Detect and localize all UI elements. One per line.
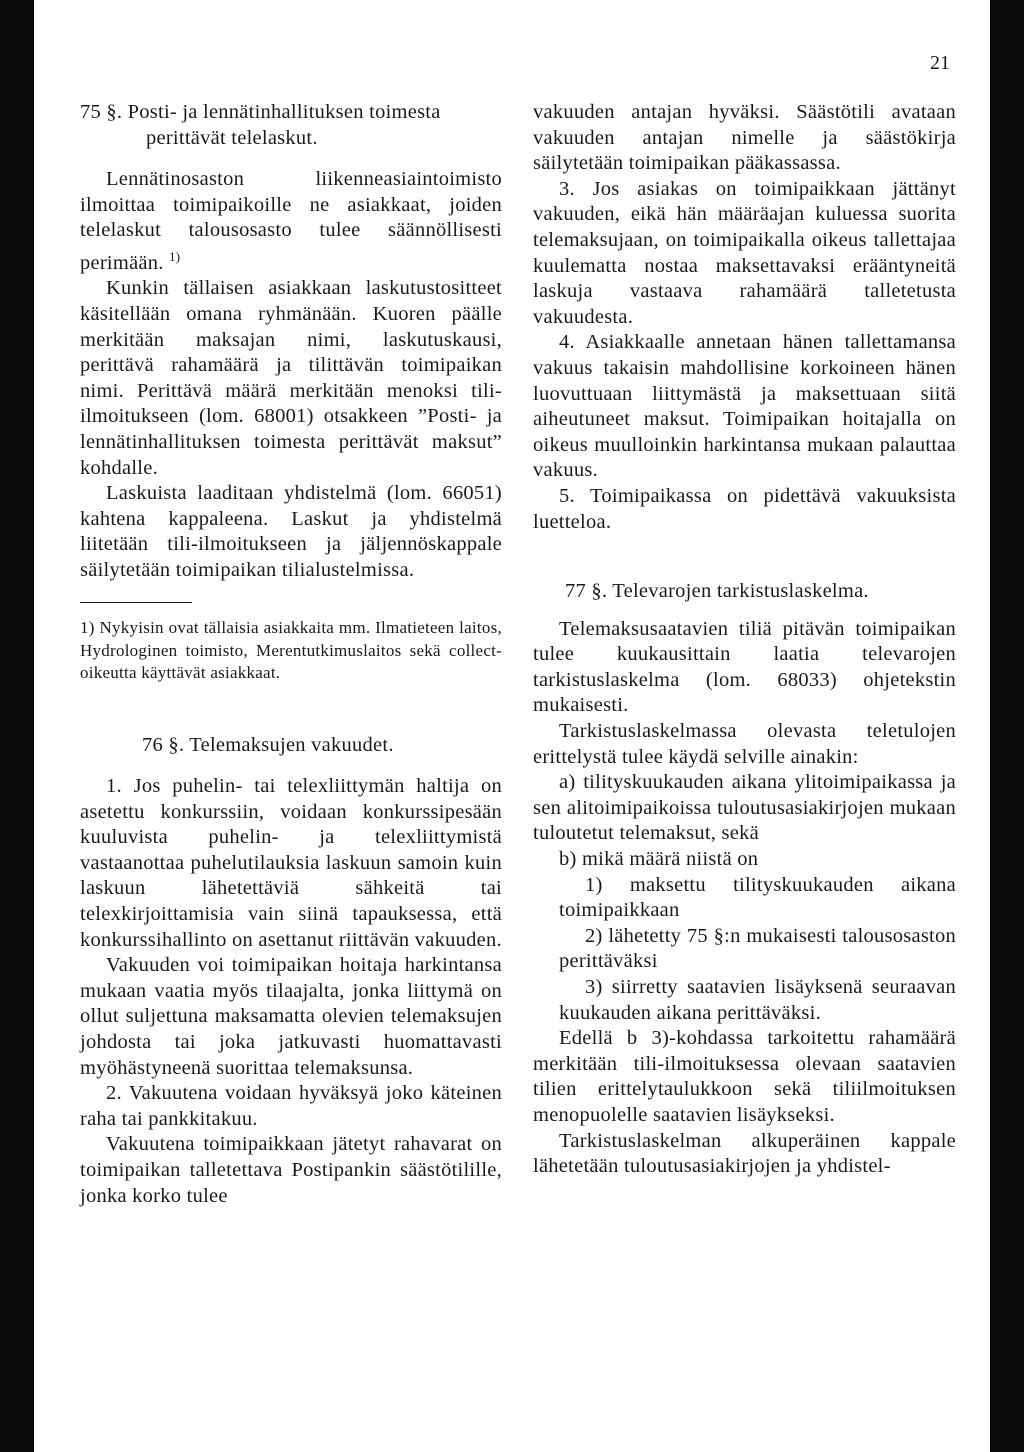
section-75-paragraph-1: Lennätinosaston liikenneasiaintoimisto ilmoittaa toimipaikoille ne asiakkaat, joiden telelaskut talousosasto tulee säännöllisesti perimään. $^{1)}$ — [80, 168, 502, 274]
section-77-paragraph-2: Tarkistuslaskelmassa olevasta teletulojen erittelystä tulee käydä selville ainakin: — [533, 720, 956, 768]
list-item-b1: 1) maksettu tilityskuukauden aikana toimipaikkaan — [559, 873, 956, 922]
section-76-point-4: 4. Asiakkaalle annetaan hänen tallettamansa vakuus takaisin mahdollisine korkoineen hänen luovuttuaan liittymästä ja maksettuaan siitä aiheutuneet maksut. Toimipaikan hoitajalla on oikeus muulloinkin harkintansa mukaan palauttaa vakuus. — [533, 331, 956, 482]
left-column — [80, 100, 502, 1209]
footnote-divider — [80, 602, 192, 604]
scan-border-left — [0, 0, 34, 1452]
section-75-title-line2: perittävät telelaskut. — [146, 126, 318, 149]
footnote-block — [80, 617, 502, 685]
section-76-paragraph-3: 2. Vakuutena voidaan hyväksyä joko käteinen raha tai pankkitakuu. — [80, 1082, 502, 1130]
section-77-paragraph-4: Tarkistuslaskelman alkuperäinen kappale lähetetään tuloutusasiakirjojen ja yhdistel- — [533, 1129, 956, 1178]
section-77-title: 77 §. Televarojen tarkistuslaskelma. — [565, 580, 869, 603]
list-item-b: b) mikä määrä niistä on — [559, 848, 759, 871]
continuation-paragraph: vakuuden antajan hyväksi. Säästötili avataan vakuuden antajan nimelle ja säästökirja säilytetään toimipaikan pääkassassa. — [533, 101, 956, 175]
section-76-title: 76 §. Telemaksujen vakuudet. — [142, 733, 394, 756]
page-number: 21 — [930, 52, 950, 74]
section-76-paragraph-1: 1. Jos puhelin- tai telexliittymän haltija on asetettu konkurssiin, voidaan konkurssipesään kuuluvista puhelin- ja telexliittymistä vastaanottaa puhelutilauksia laskuun samoin kuin laskuun lähetettäviä sähkeitä tai telexkirjoittamisia vain siinä tapauksessa, että konkurssihallinto on asettanut riittävän vakuuden. — [80, 775, 502, 951]
section-77-paragraph-1: Telemaksusaatavien tiliä pitävän toimipaikan tulee kuukausittain laatia televarojen tarkistuslaskelma (lom. 68033) ohjetekstin mukaisesti. — [533, 617, 956, 717]
section-77-paragraph-3: Edellä b 3)-kohdassa tarkoitettu rahamäärä merkitään tili-ilmoituksessa olevaan saatavien tilien erittelytaulukkoon sekä tiliilmoituksen menopuolelle saatavien lisäykseksi. — [533, 1027, 956, 1126]
footnote-text: 1) Nykyisin ovat tällaisia asiakkaita mm. Ilmatieteen laitos, Hydrologinen toimisto, Merentutkimuslaitos sekä collect-oikeutta käyttävät asiakkaat. — [80, 618, 502, 683]
list-item-a: a) tilityskuukauden aikana ylitoimipaikassa ja sen alitoimipaikoissa tuloutusasiakirjojen mukaan tuloutetut telemaksut, sekä — [533, 771, 956, 845]
section-75-title-line1: 75 §. Posti- ja lennätinhallituksen toimesta — [80, 101, 441, 123]
section-76-point-5: 5. Toimipaikassa on pidettävä vakuuksista luetteloa. — [533, 484, 956, 533]
section-75-paragraph-2: Kunkin tällaisen asiakkaan laskutustositteet käsitellään omana ryhmänään. Kuoren päälle merkitään maksajan nimi, laskutuskausi, perittävä rahamäärä ja tilittävän toimipaikan nimi. Perittävä määrä merkitään menoksi tili-ilmoitukseen (lom. 68001) otsakkeen ”Posti- ja lennätinhallituksen toimesta perittävät maksut” kohdalle. — [80, 277, 502, 479]
section-76-paragraph-4: Vakuutena toimipaikkaan jätetyt rahavarat on toimipaikan talletettava Postipankin säästötilille, jonka korko tulee — [80, 1133, 502, 1207]
section-75-paragraph-3: Laskuista laaditaan yhdistelmä (lom. 66051) kahtena kappaleena. Laskut ja yhdistelmä liitetään tili-ilmoitukseen ja jäljennöskappale säilytetään toimipaikan tilialustelmissa. — [80, 482, 502, 581]
scan-border-right — [990, 0, 1024, 1452]
section-76-paragraph-2: Vakuuden voi toimipaikan hoitaja harkintansa mukaan vaatia myös tilaajalta, jonka liittymä on ollut suljettuna maksamatta olevien telemaksujen johdosta tai joka jatkuvasti huomattavasti myöhästyneenä suorittaa telemaksunsa. — [80, 954, 502, 1079]
footnote-ref: 1) — [169, 248, 181, 264]
list-item-b2: 2) lähetetty 75 §:n mukaisesti talousosaston perittäväksi — [559, 924, 956, 973]
right-column — [533, 100, 956, 1180]
section-76-point-3: 3. Jos asiakas on toimipaikkaan jättänyt vakuuden, eikä hän määräajan kuluessa suorita telemaksujaan, on toimipaikalla oikeus tallettajaa kuulematta nostaa maksettavaksi erääntyneitä laskuja vastaava rahamäärä talletetusta vakuudesta. — [533, 177, 956, 328]
list-item-b3: 3) siirretty saatavien lisäyksenä seuraavan kuukauden aikana perittäväksi. — [559, 976, 956, 1024]
